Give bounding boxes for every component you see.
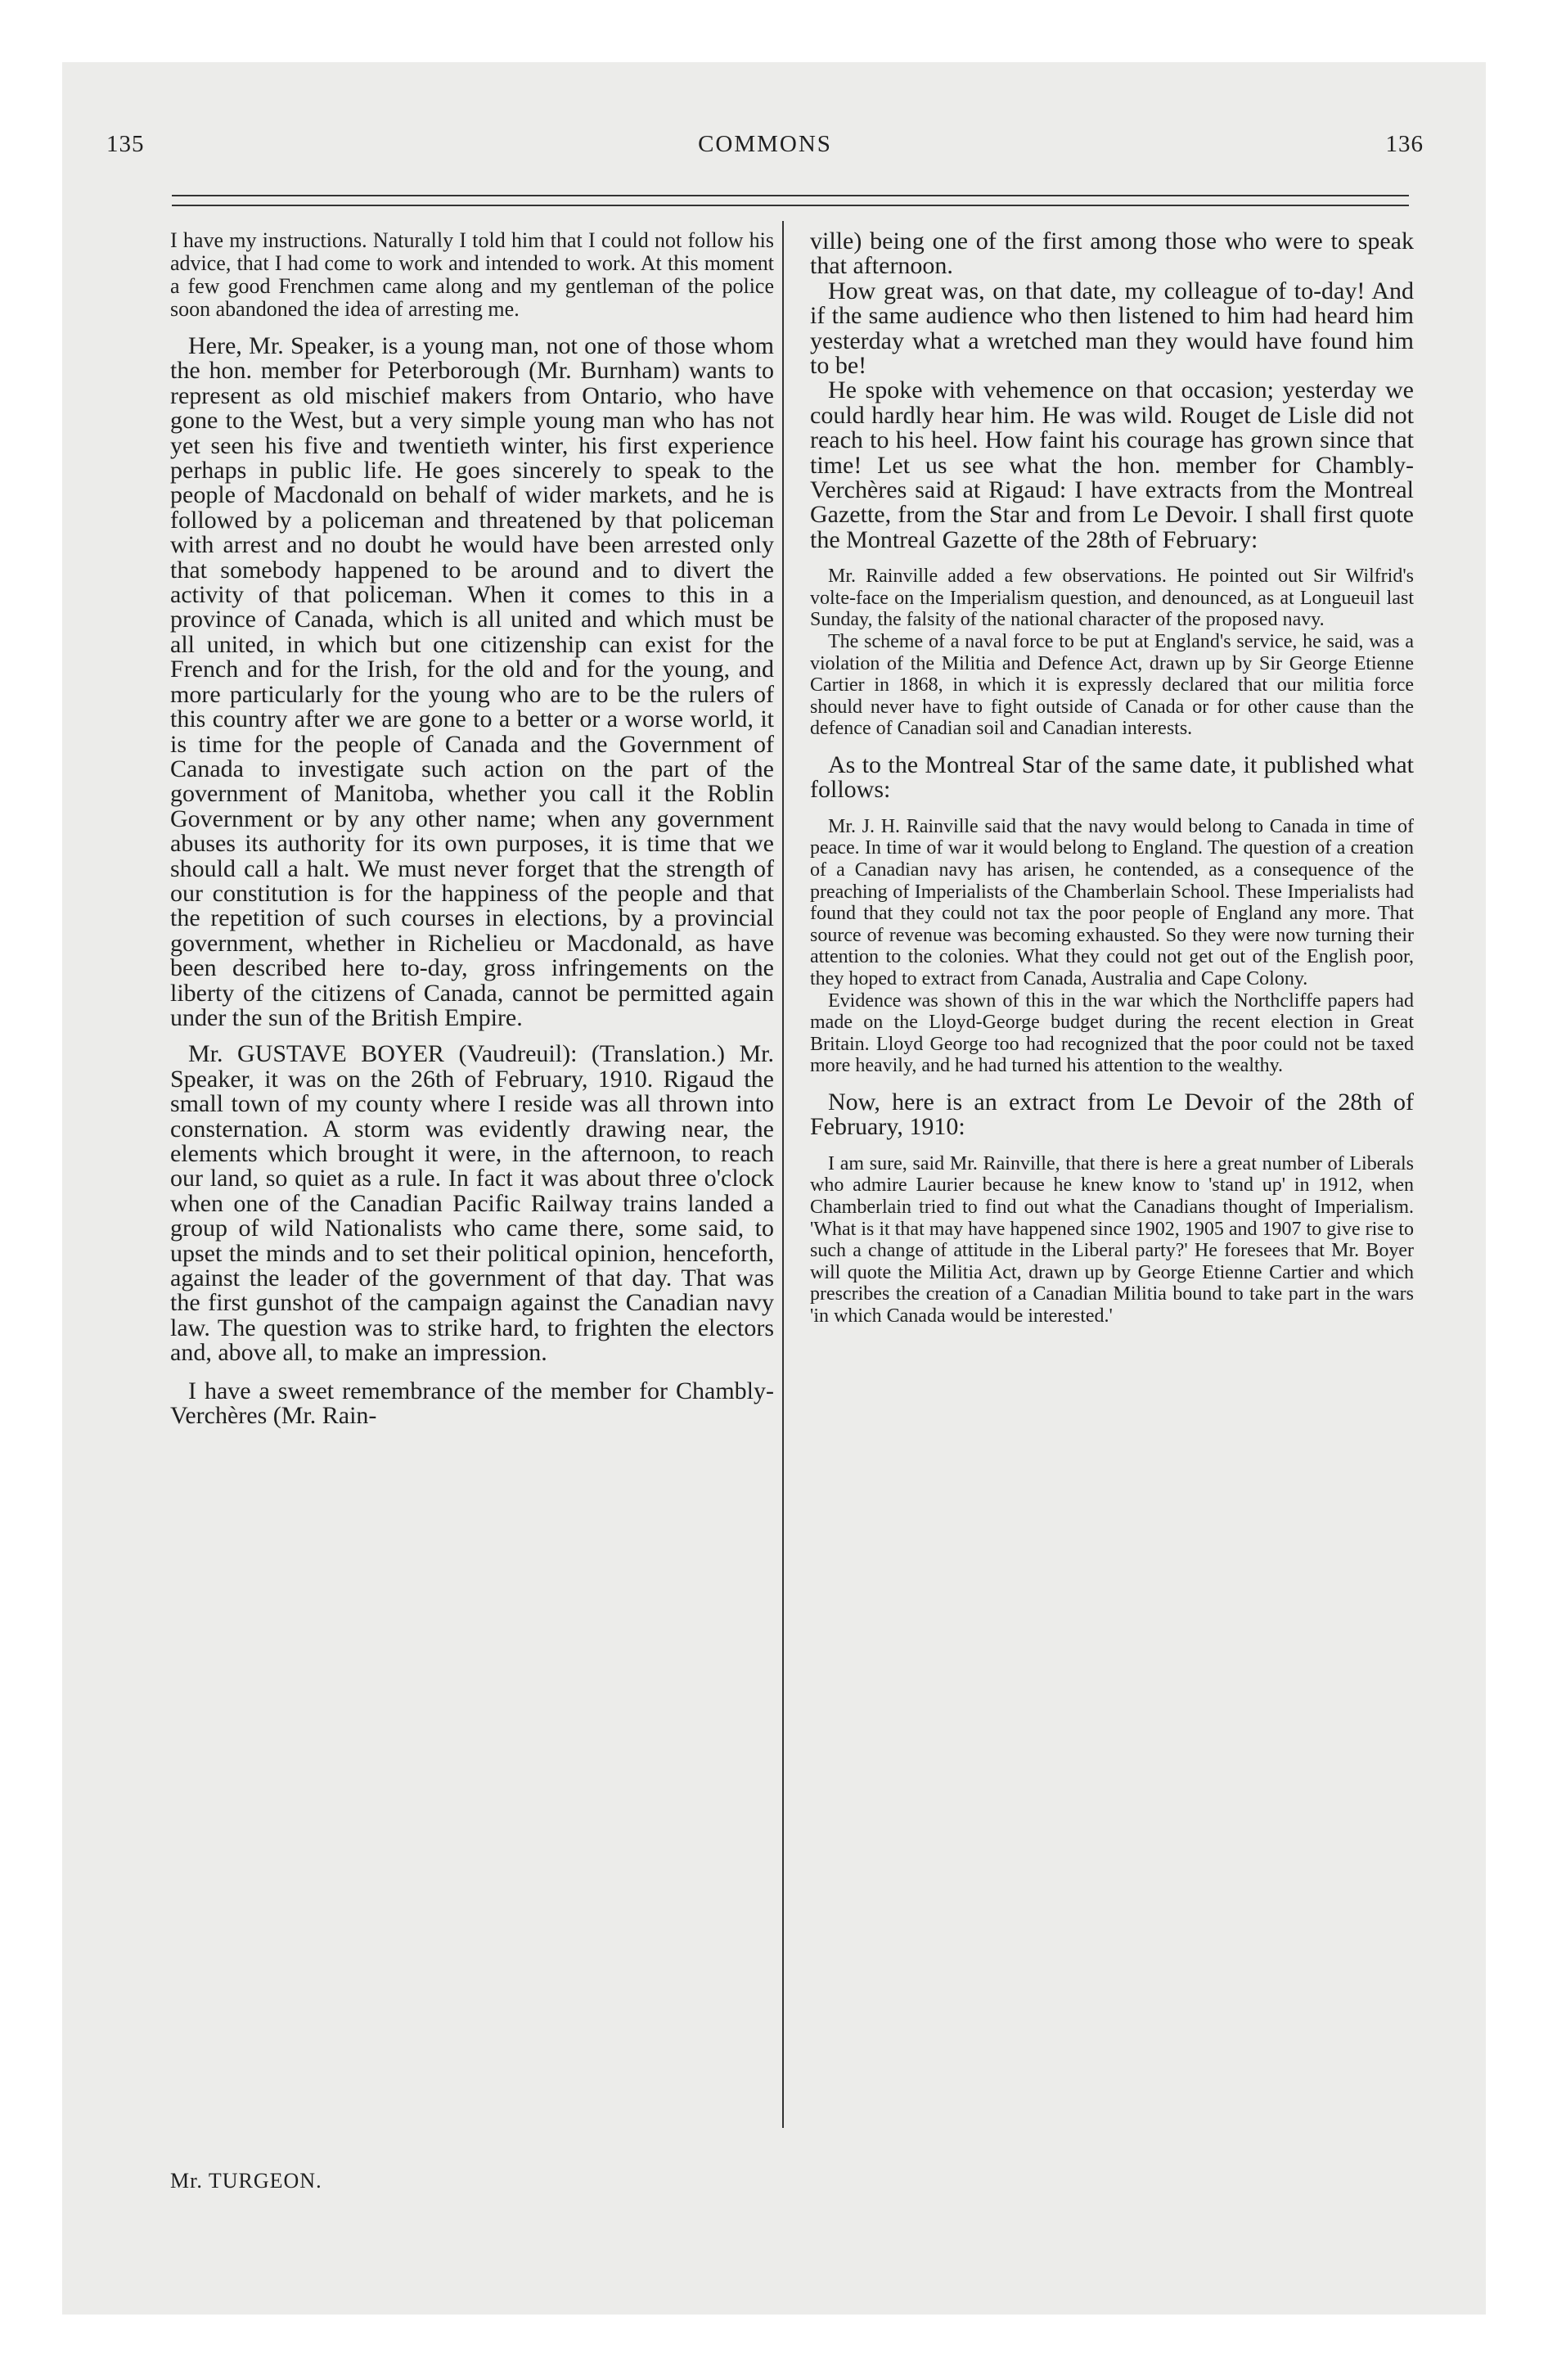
quotation: Mr. Rainville added a few observations. He pointed out Sir Wilfrid's volte-face on the Imperialism question, and denounced, as at Longueuil last Sunday, the falsity of the national character of the proposed navy. [810, 566, 1414, 631]
header-rule [172, 195, 1409, 196]
paragraph: As to the Montreal Star of the same date, it published what follows: [810, 751, 1414, 804]
paragraph: Now, here is an extract from Le Devoir of the 28th of February, 1910: [810, 1088, 1414, 1141]
paragraph: Here, Mr. Speaker, is a young man, not one of those whom the hon. member for Peterborough (Mr. Burnham) wants to represent as old mischief makers from Ontario, who have gone to the West, but a very simple young man who has not yet seen his five and twentieth winter, his first experience perhaps in public life. He goes sincerely to speak to the people of Macdonald on behalf of wider markets, and he is followed by a policeman and threatened by that policeman with arrest and no doubt he would have been arrested only that somebody happened to be around and to divert the activity of that policeman. When it comes to this in a province of Canada, which is all united and which must be all united, in which but one citizenship can exist for the French and for the Irish, for the old and for the young, and more particularly for the young who are to be the rulers of this country after we are gone to a better or a worse world, it is time for the people of Canada and the Government of Canada to investigate such action on the part of the government of Manitoba, whether you call it the Roblin Government or by any other name; when any government abuses its authority for its own purposes, it is time that we should call a halt. We must never forget that the strength of our constitution is for the happiness of the people and that the repetition of such courses in elections, by a provincial government, whether in Richelieu or Macdonald, as have been described here to-day, gross infringements on the liberty of the citizens of Canada, cannot be permitted again under the sun of the British Empire. [170, 332, 774, 1031]
page-header [106, 131, 1424, 180]
column-divider [782, 221, 784, 2128]
quotation: The scheme of a naval force to be put at England's service, he said, was a violation of the Militia and Defence Act, drawn up by Sir George Etienne Cartier in 1868, in which it is expressly declared that our militia force should never have to fight outside of Canada or for other cause than the defence of Canadian soil and Canadian interests. [810, 631, 1414, 740]
page-number-right: 136 [1385, 131, 1424, 157]
paragraph: How great was, on that date, my colleague of to-day! And if the same audience who then listened to him had heard him yesterday what a wretched man they would have found him to be! [810, 277, 1414, 380]
right-column [810, 229, 1414, 1327]
quotation: Mr. J. H. Rainville said that the navy would belong to Canada in time of peace. In time of war it would belong to England. The question of a creation of a Canadian navy has arisen, he contended, as a consequence of the preaching of Imperialists of the Chamberlain School. These Imperialists had found that they could not tax the poor people of England any more. That source of revenue was becoming exhausted. So they were now turning their attention to the colonies. What they could not get out of the English poor, they hoped to extract from Canada, Australia and Cape Colony. [810, 815, 1414, 989]
quotation: I am sure, said Mr. Rainville, that there is here a great number of Liberals who admire Laurier because he knew know to 'stand up' in 1912, when Chamberlain tried to find out what the Canadians thought of Imperialism. 'What is it that may have happened since 1902, 1905 and 1907 to give rise to such a change of attitude in the Liberal party?' He foresees that Mr. Boyer will quote the Militia Act, drawn up by George Etienne Cartier and which prescribes the creation of a Canadian Militia bound to take part in the wars 'in which Canada would be interested.' [810, 1152, 1414, 1327]
paragraph: Mr. GUSTAVE BOYER (Vaudreuil): (Translation.) Mr. Speaker, it was on the 26th of February, 1910. Rigaud the small town of my county where I reside was all thrown into consternation. A storm was evidently drawing near, the elements which brought it were, in the afternoon, to reach our land, so quiet as a rule. In fact it was about three o'clock when one of the Canadian Pacific Railway trains landed a group of wild Nationalists who came there, some said, to upset the minds and to set their political opinion, henceforth, against the leader of the government of that day. That was the first gunshot of the campaign against the Canadian navy law. The question was to strike hard, to frighten the electors and, above all, to make an impression. [170, 1040, 774, 1367]
paragraph: ville) being one of the first among those who were to speak that afternoon. [810, 228, 1414, 280]
paragraph: He spoke with vehemence on that occasion; yesterday we could hardly hear him. He was wild. Rouget de Lisle did not reach to his heel. How faint his courage has grown since that time! Let us see what the hon. member for Chambly-Verchères said at Rigaud: I have extracts from the Montreal Gazette, from the Star and from Le Devoir. I shall first quote the Montreal Gazette of the 28th of February: [810, 376, 1414, 553]
paragraph: I have a sweet remembrance of the member for Chambly-Verchères (Mr. Rain- [170, 1377, 774, 1430]
speaker-catchword: Mr. TURGEON. [170, 2169, 322, 2193]
page-number-left: 135 [106, 131, 145, 157]
paragraph: I have my instructions. Naturally I told him that I could not follow his advice, that I had come to work and intended to work. At this moment a few good Frenchmen came along and my gentleman of the police soon abandoned the idea of arresting me. [170, 228, 774, 321]
header-rule [172, 205, 1409, 206]
quotation: Evidence was shown of this in the war which the Northcliffe papers had made on the Lloyd-George budget during the recent election in Great Britain. Lloyd George too had recognized that the poor could not be taxed more heavily, and he had turned his attention to the wealthy. [810, 989, 1414, 1077]
running-title: COMMONS [698, 131, 832, 157]
left-column [170, 229, 774, 1428]
